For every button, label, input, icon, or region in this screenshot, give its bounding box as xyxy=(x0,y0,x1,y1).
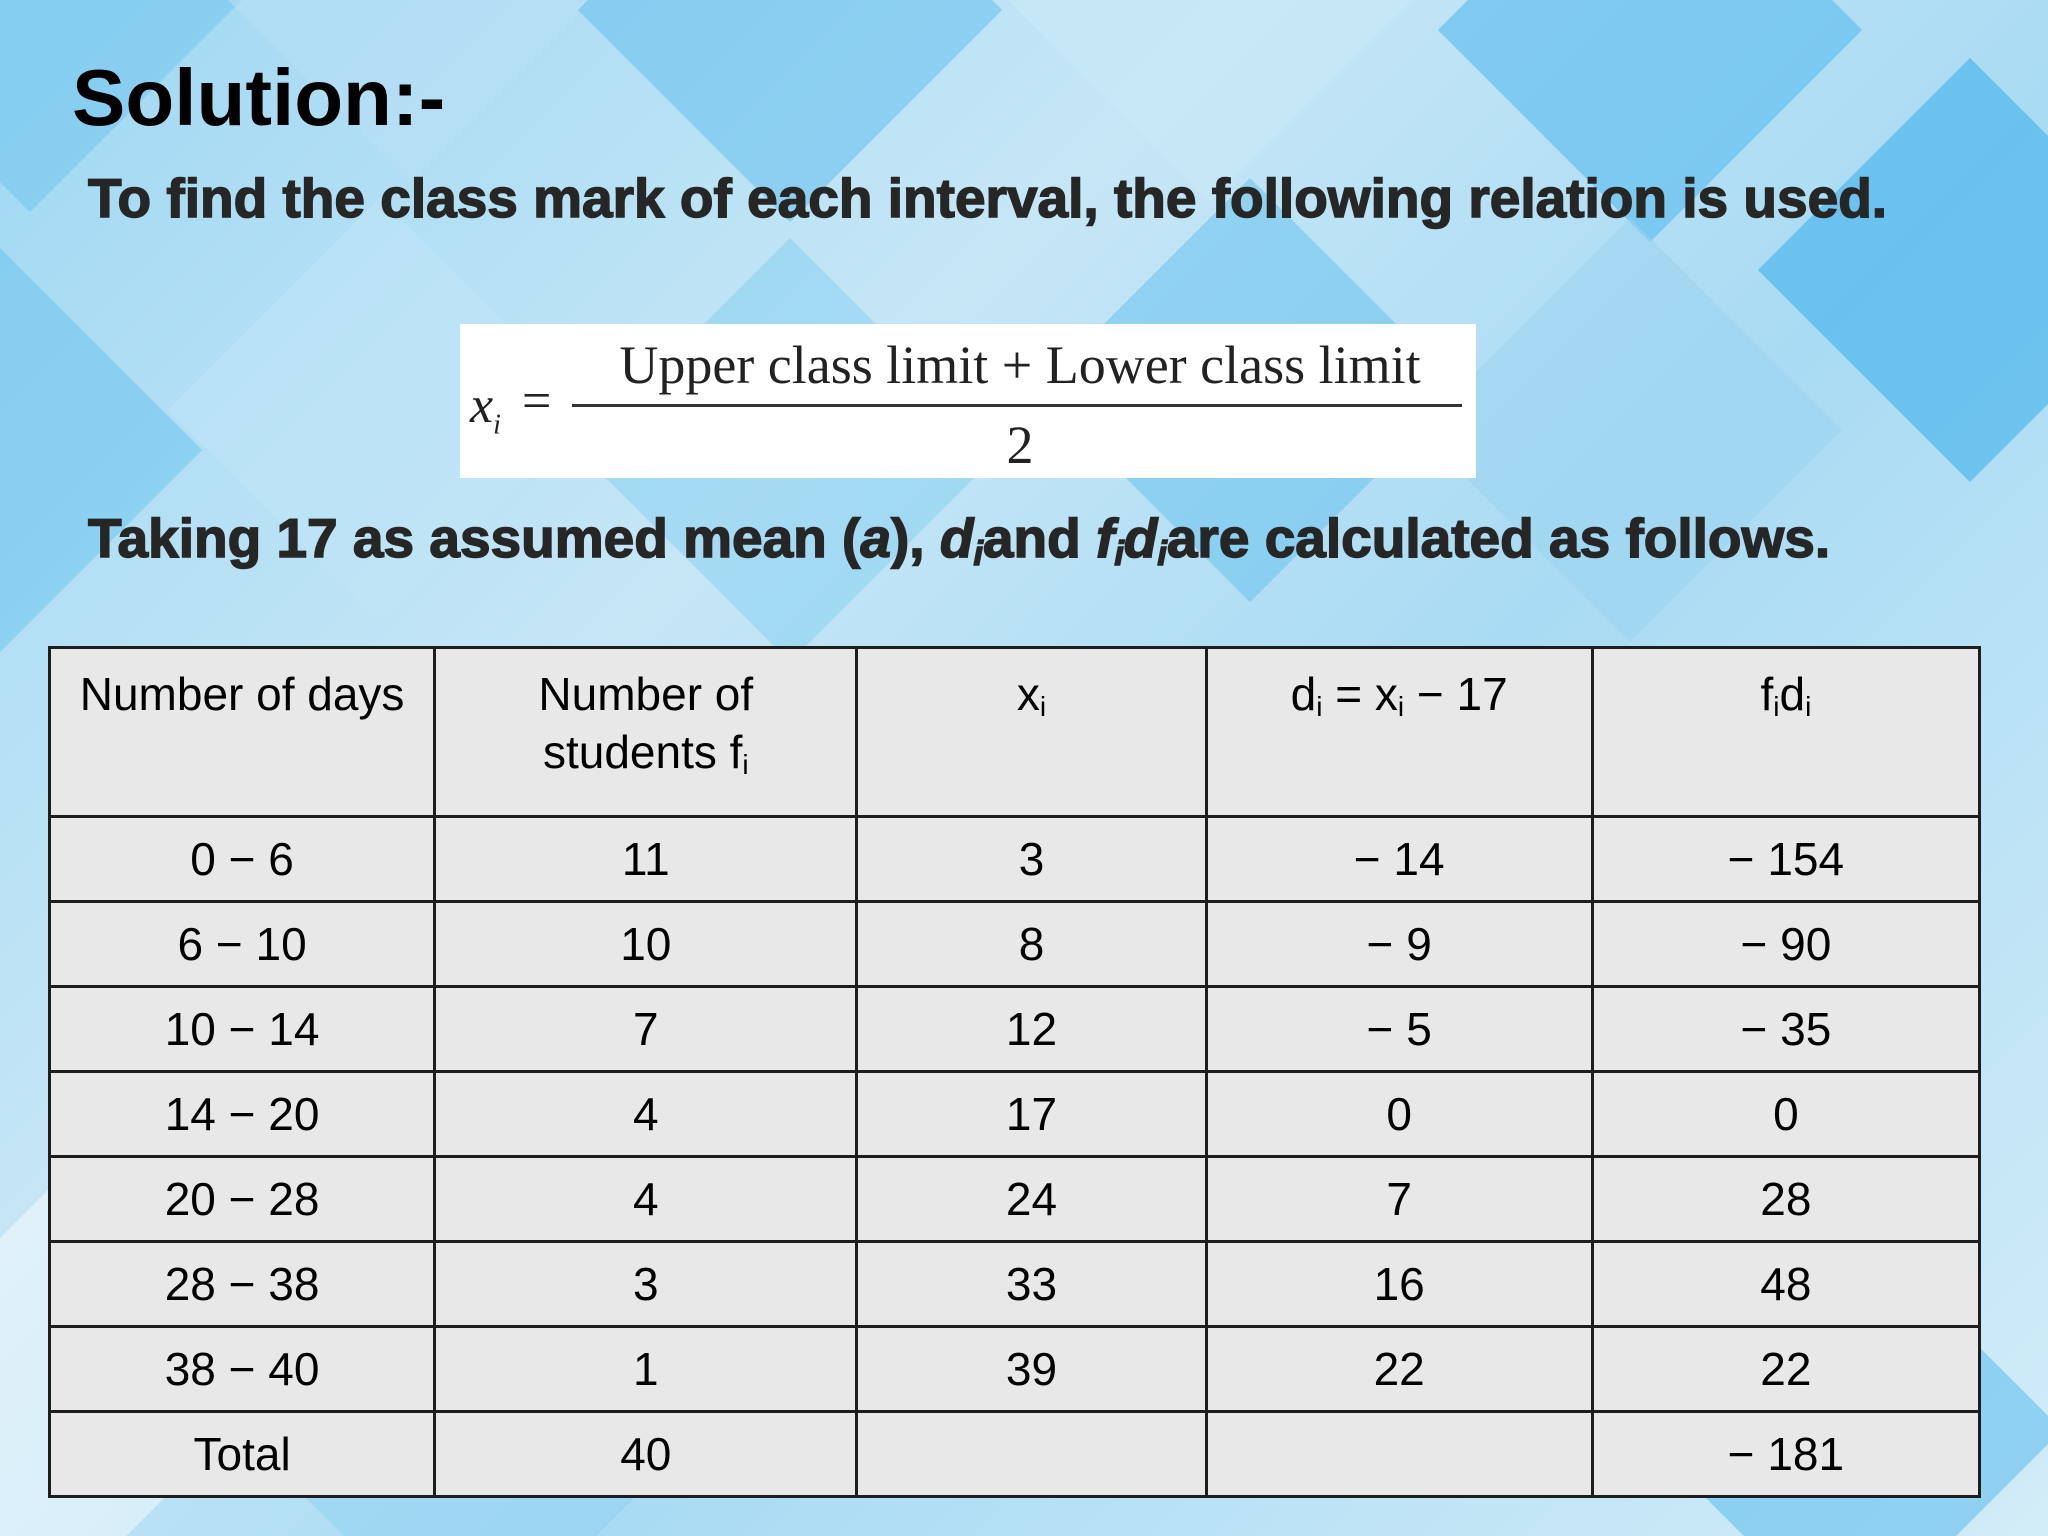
cell-fidi: 22 xyxy=(1592,1327,1979,1412)
cell-total-xi xyxy=(857,1412,1206,1497)
cell-di: 16 xyxy=(1206,1242,1592,1327)
formula-equals: = xyxy=(522,373,552,430)
cell-students: 4 xyxy=(435,1157,857,1242)
method-text: Taking 17 as assumed mean (a), $d_iand$ $f_id_iare$ calculated as follows. xyxy=(88,507,1831,573)
formula-denominator: 2 xyxy=(1006,415,1034,475)
fraction-bar xyxy=(572,404,1462,407)
cell-students: 4 xyxy=(435,1072,857,1157)
cell-di: − 9 xyxy=(1206,902,1592,987)
cell-di: 0 xyxy=(1206,1072,1592,1157)
cell-fidi: − 90 xyxy=(1592,902,1979,987)
cell-di: 7 xyxy=(1206,1157,1592,1242)
cell-total-students: 40 xyxy=(435,1412,857,1497)
cell-days: 10 − 14 xyxy=(50,987,435,1072)
formula-numerator: Upper class limit + Lower class limit xyxy=(619,335,1421,395)
cell-fidi: 48 xyxy=(1592,1242,1979,1327)
cell-days: 6 − 10 xyxy=(50,902,435,987)
table-total-row xyxy=(50,1412,1980,1497)
cell-xi: 33 xyxy=(857,1242,1206,1327)
cell-days: 0 − 6 xyxy=(50,817,435,902)
cell-days: 28 − 38 xyxy=(50,1242,435,1327)
table-header-row xyxy=(50,648,1980,817)
header-number-of-students: Number of students $f_i$ xyxy=(435,648,857,817)
table-row xyxy=(50,987,1980,1072)
cell-total-di xyxy=(1206,1412,1592,1497)
header-di: $d_i = x_i - 17$ xyxy=(1206,648,1592,817)
intro-text: To find the class mark of each interval, the following relation is used. xyxy=(88,167,1888,229)
header-number-of-days: Number of days xyxy=(50,648,435,817)
cell-fidi: 28 xyxy=(1592,1157,1979,1242)
cell-students: 11 xyxy=(435,817,857,902)
cell-students: 7 xyxy=(435,987,857,1072)
cell-fidi: − 35 xyxy=(1592,987,1979,1072)
header-fidi: $f_id_i$ xyxy=(1592,648,1979,817)
table-row xyxy=(50,902,1980,987)
slide-title: Solution:- xyxy=(72,53,446,142)
header-xi: $x_i$ xyxy=(857,648,1206,817)
table-row xyxy=(50,1327,1980,1412)
cell-fidi: − 154 xyxy=(1592,817,1979,902)
table-row xyxy=(50,1072,1980,1157)
table-row xyxy=(50,817,1980,902)
cell-xi: 24 xyxy=(857,1157,1206,1242)
cell-xi: 12 xyxy=(857,987,1206,1072)
table-row xyxy=(50,1242,1980,1327)
cell-di: 22 xyxy=(1206,1327,1592,1412)
cell-total-label: Total xyxy=(50,1412,435,1497)
cell-students: 3 xyxy=(435,1242,857,1327)
cell-days: 38 − 40 xyxy=(50,1327,435,1412)
formula-lhs: $x_i$ xyxy=(470,377,501,441)
cell-di: − 14 xyxy=(1206,817,1592,902)
frequency-table xyxy=(48,646,1981,1498)
class-mark-formula xyxy=(460,324,1476,478)
cell-students: 10 xyxy=(435,902,857,987)
cell-total-fidi: − 181 xyxy=(1592,1412,1979,1497)
cell-fidi: 0 xyxy=(1592,1072,1979,1157)
cell-di: − 5 xyxy=(1206,987,1592,1072)
cell-xi: 8 xyxy=(857,902,1206,987)
cell-xi: 17 xyxy=(857,1072,1206,1157)
cell-xi: 3 xyxy=(857,817,1206,902)
cell-xi: 39 xyxy=(857,1327,1206,1412)
cell-days: 14 − 20 xyxy=(50,1072,435,1157)
cell-students: 1 xyxy=(435,1327,857,1412)
table-row xyxy=(50,1157,1980,1242)
cell-days: 20 − 28 xyxy=(50,1157,435,1242)
